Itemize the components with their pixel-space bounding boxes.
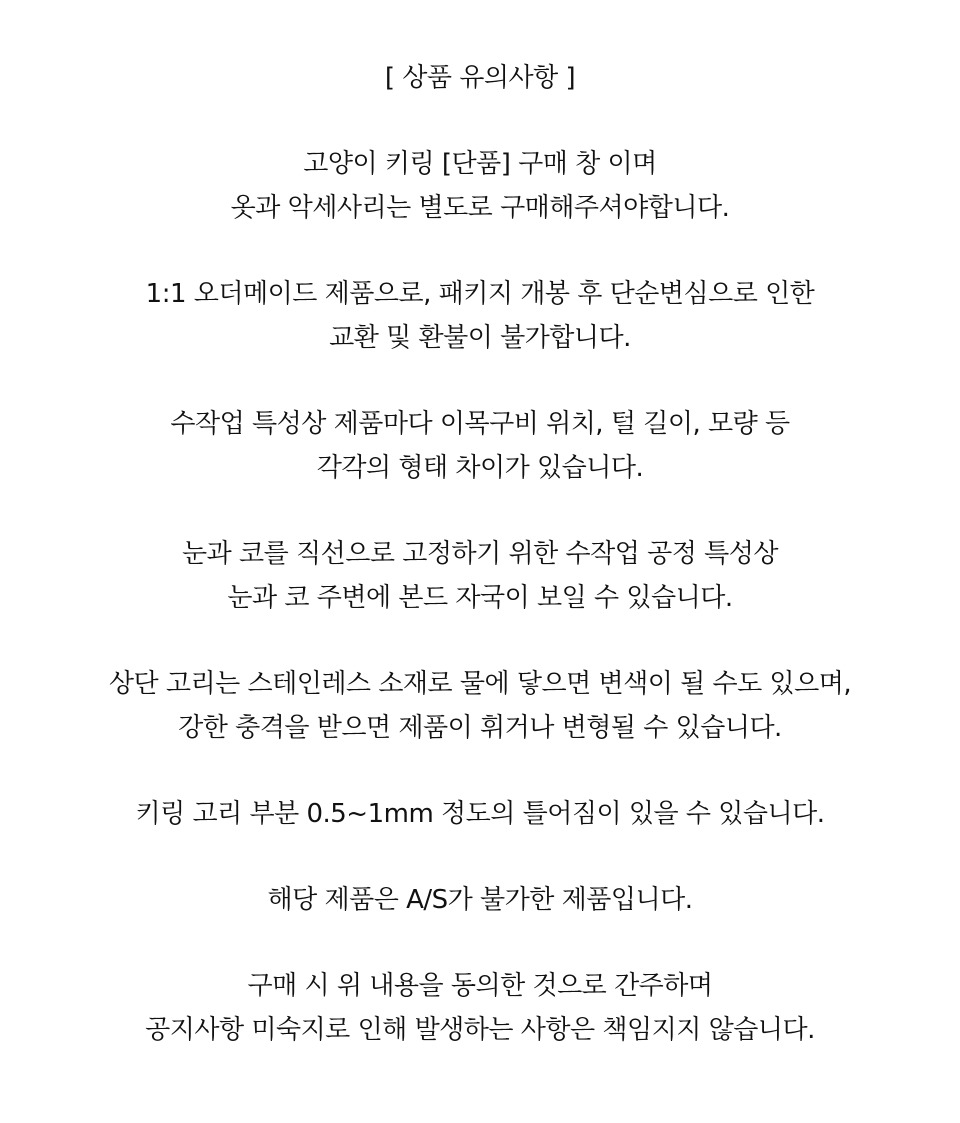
notice-line-accessories-separate: 옷과 악세사리는 별도로 구매해주셔야합니다. [230,193,730,223]
notice-line-no-responsibility: 공지사항 미숙지로 인해 발생하는 사항은 책임지지 않습니다. [145,1015,815,1045]
notice-line-ring-tolerance: 키링 고리 부분 0.5~1mm 정도의 틀어짐이 있을 수 있습니다. [135,799,825,829]
notice-line-impact-deformation: 강한 충격을 받으면 제품이 휘거나 변형될 수 있습니다. [178,713,782,743]
notice-line-single-item: 고양이 키링 [단품] 구매 창 이며 [303,149,657,179]
notice-line-no-as: 해당 제품은 A/S가 불가한 제품입니다. [267,885,693,915]
notice-line-shape-difference: 각각의 형태 차이가 있습니다. [316,453,644,483]
notice-line-handmade-variation: 수작업 특성상 제품마다 이목구비 위치, 털 길이, 모량 등 [170,409,790,439]
notice-line-order-made: 1:1 오더메이드 제품으로, 패키지 개봉 후 단순변심으로 인한 [145,279,815,309]
notice-line-no-refund: 교환 및 환불이 불가합니다. [329,323,631,353]
notice-line-agreement: 구매 시 위 내용을 동의한 것으로 간주하며 [247,971,713,1001]
notice-line-ring-discoloration: 상단 고리는 스테인레스 소재로 물에 닿으면 변색이 될 수도 있으며, [108,669,852,699]
notice-line-eye-nose-fixing: 눈과 코를 직선으로 고정하기 위한 수작업 공정 특성상 [182,539,778,569]
notice-title: [ 상품 유의사항 ] [384,63,576,93]
notice-line-glue-marks: 눈과 코 주변에 본드 자국이 보일 수 있습니다. [227,583,733,613]
